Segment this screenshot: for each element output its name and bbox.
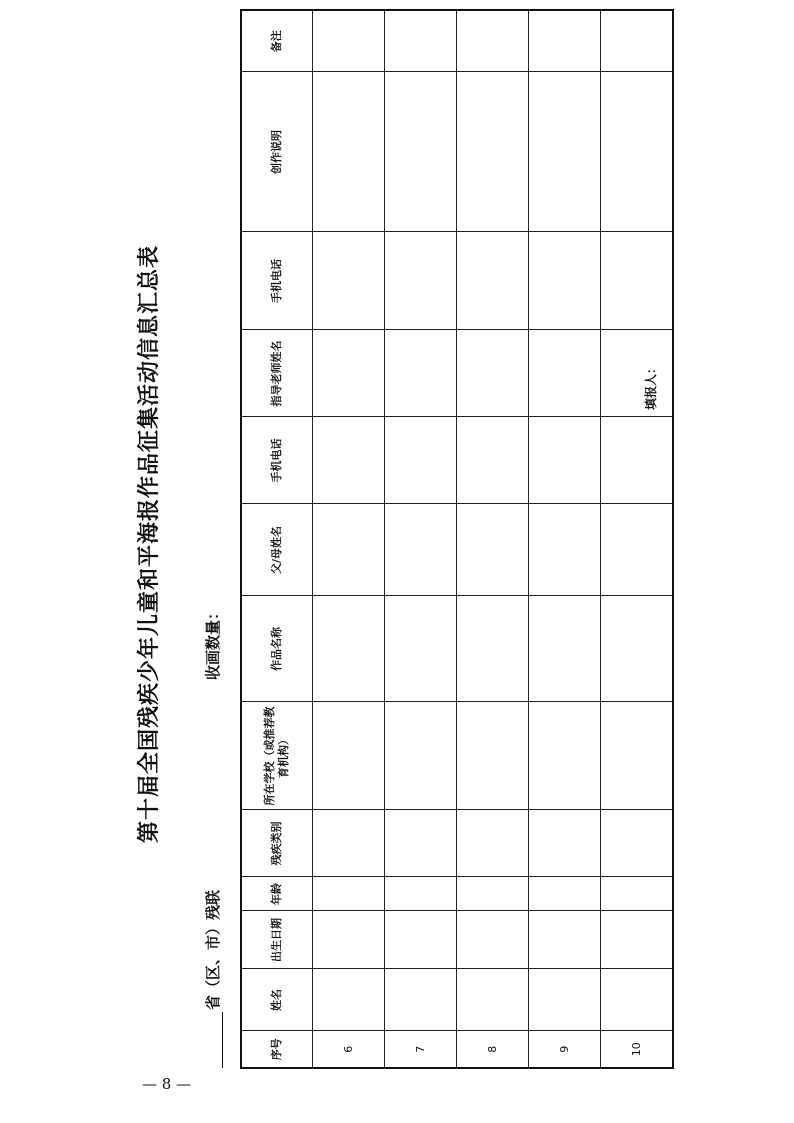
disability-cell[interactable] [457, 810, 529, 877]
name-cell[interactable] [529, 969, 601, 1031]
name-cell[interactable] [457, 969, 529, 1031]
province-blank [206, 1012, 223, 1068]
teacher-phone-cell[interactable] [601, 232, 674, 330]
work-title-cell[interactable] [529, 596, 601, 702]
header-remarks: 备注 [241, 10, 313, 72]
parent-name-cell[interactable] [457, 504, 529, 596]
table-row [313, 10, 385, 1068]
disability-cell[interactable] [385, 810, 457, 877]
teacher-name-cell[interactable] [601, 330, 674, 417]
table-row [385, 10, 457, 1068]
header-work-title: 作品名称 [241, 596, 313, 702]
header-school: 所在学校（或推荐教育机构） [241, 702, 313, 810]
teacher-phone-cell[interactable] [457, 232, 529, 330]
header-disability-type: 残疾类别 [241, 810, 313, 877]
work-title-cell[interactable] [457, 596, 529, 702]
age-cell[interactable] [457, 877, 529, 911]
table-row [601, 10, 674, 1068]
province-line [202, 890, 223, 1068]
table-row [529, 10, 601, 1068]
header-name: 姓名 [241, 969, 313, 1031]
table-row [457, 10, 529, 1068]
phone-cell[interactable] [313, 417, 385, 504]
name-cell[interactable] [313, 969, 385, 1031]
page-number: — 8 — [142, 1075, 192, 1093]
rotated-form-sheet [132, 8, 672, 1080]
birthdate-cell[interactable] [313, 911, 385, 969]
age-cell[interactable] [529, 877, 601, 911]
birthdate-cell[interactable] [385, 911, 457, 969]
signer-label: 填报人： [644, 361, 658, 410]
header-teacher-name: 指导老师姓名 [241, 330, 313, 417]
description-cell[interactable] [313, 72, 385, 232]
description-cell[interactable] [385, 72, 457, 232]
phone-cell[interactable] [601, 417, 674, 504]
name-cell[interactable] [601, 969, 674, 1031]
row-index: 7 [385, 1031, 457, 1068]
disability-cell[interactable] [313, 810, 385, 877]
teacher-name-cell[interactable] [457, 330, 529, 417]
teacher-name-cell[interactable] [529, 330, 601, 417]
disability-cell[interactable] [601, 810, 674, 877]
parent-name-cell[interactable] [313, 504, 385, 596]
remarks-cell[interactable] [529, 10, 601, 72]
age-cell[interactable] [385, 877, 457, 911]
phone-cell[interactable] [529, 417, 601, 504]
row-index: 10 [601, 1031, 674, 1068]
school-cell[interactable] [385, 702, 457, 810]
work-title-cell[interactable] [313, 596, 385, 702]
school-cell[interactable] [601, 702, 674, 810]
submission-count-label: 收画数量： [204, 604, 222, 680]
header-birthdate: 出生日期 [241, 911, 313, 969]
province-label: 省（区、市）残联 [204, 889, 222, 1010]
remarks-cell[interactable] [385, 10, 457, 72]
school-cell[interactable] [457, 702, 529, 810]
teacher-phone-cell[interactable] [529, 232, 601, 330]
phone-cell[interactable] [457, 417, 529, 504]
remarks-cell[interactable] [457, 10, 529, 72]
teacher-phone-cell[interactable] [313, 232, 385, 330]
parent-name-cell[interactable] [529, 504, 601, 596]
work-title-cell[interactable] [601, 596, 674, 702]
age-cell[interactable] [313, 877, 385, 911]
birthdate-cell[interactable] [601, 911, 674, 969]
form-title: 第十届全国残疾少年儿童和平海报作品征集活动信息汇总表 [136, 245, 162, 844]
remarks-cell[interactable] [601, 10, 674, 72]
parent-name-cell[interactable] [385, 504, 457, 596]
header-description: 创作说明 [241, 72, 313, 232]
header-age: 年龄 [241, 877, 313, 911]
phone-cell[interactable] [385, 417, 457, 504]
teacher-phone-cell[interactable] [385, 232, 457, 330]
row-index: 6 [313, 1031, 385, 1068]
name-cell[interactable] [385, 969, 457, 1031]
description-cell[interactable] [457, 72, 529, 232]
remarks-cell[interactable] [313, 10, 385, 72]
birthdate-cell[interactable] [529, 911, 601, 969]
age-cell[interactable] [601, 877, 674, 911]
teacher-name-cell[interactable] [385, 330, 457, 417]
parent-name-cell[interactable] [601, 504, 674, 596]
description-cell[interactable] [601, 72, 674, 232]
work-title-cell[interactable] [385, 596, 457, 702]
row-index: 9 [529, 1031, 601, 1068]
teacher-name-cell[interactable] [313, 330, 385, 417]
disability-cell[interactable] [529, 810, 601, 877]
header-teacher-phone: 手机电话 [241, 232, 313, 330]
description-cell[interactable] [529, 72, 601, 232]
birthdate-cell[interactable] [457, 911, 529, 969]
header-phone: 手机电话 [241, 417, 313, 504]
school-cell[interactable] [313, 702, 385, 810]
info-summary-table [240, 9, 674, 1069]
school-cell[interactable] [529, 702, 601, 810]
row-index: 8 [457, 1031, 529, 1068]
header-index: 序号 [241, 1031, 313, 1068]
table-header-row [241, 10, 313, 1068]
header-parent-name: 父/母姓名 [241, 504, 313, 596]
